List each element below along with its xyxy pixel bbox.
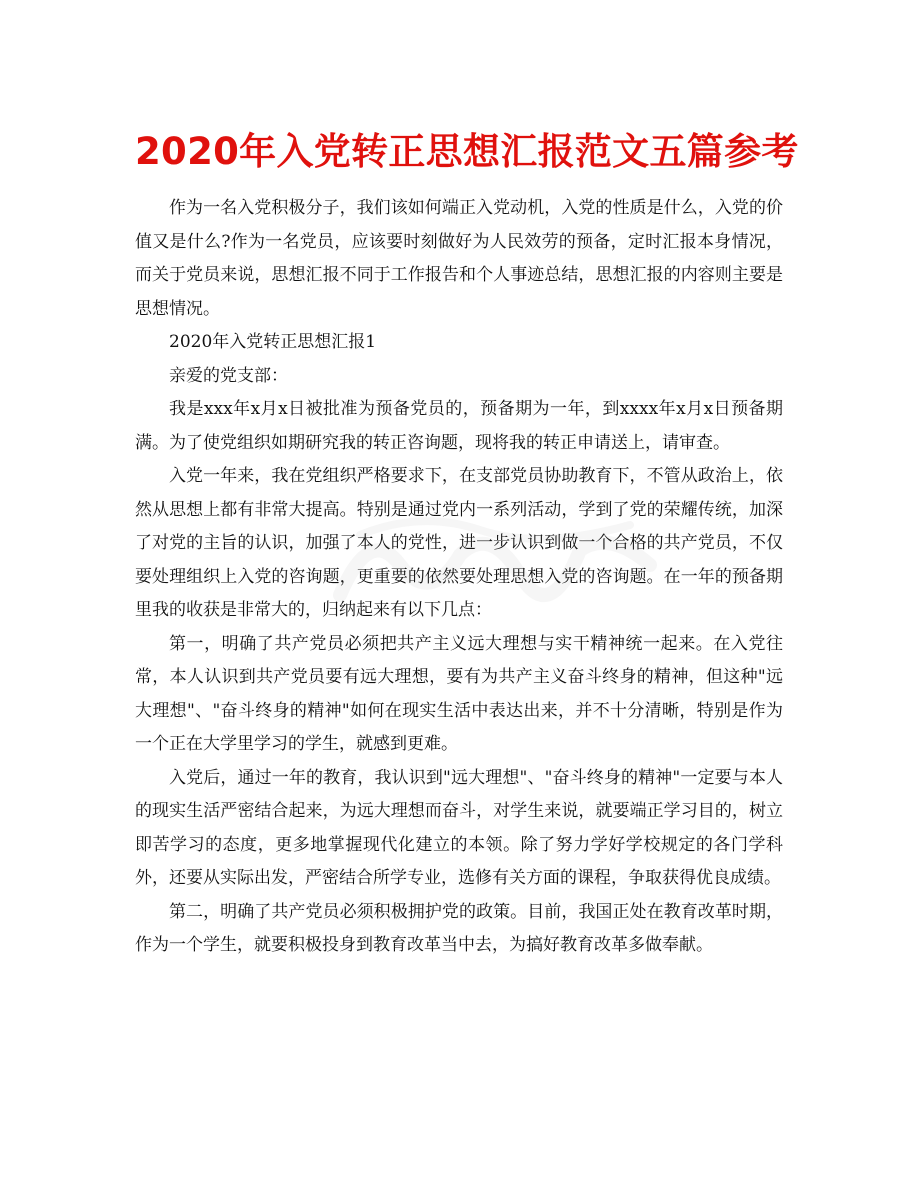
- paragraph-after-joining: 入党后，通过一年的教育，我认识到"远大理想"、"奋斗终身的精神"一定要与本人的现实生活严密结合起来，为远大理想而奋斗，对学生来说，就要端正学习目的，树立即苦学习的态度，更多地掌握现代化建立的本领。除了努力学好学校规定的各门学科外，还要从实际出发，严密结合所学专业，选修有关方面的课程，争取获得优良成绩。: [135, 767, 783, 888]
- paragraph-salutation: 亲爱的党支部：: [169, 365, 288, 386]
- document-body: [135, 192, 783, 963]
- paragraph-section-heading: 2020年入党转正思想汇报1: [169, 332, 377, 352]
- paragraph-point-one: 第一，明确了共产党员必须把共产主义远大理想与实干精神统一起来。在入党往常，本人认识到共产党员要有远大理想，要有为共产主义奋斗终身的精神，但这种"远大理想"、"奋斗终身的精神"如何在现实生活中表达出来，并不十分清晰，特别是作为一个正在大学里学习的学生，就感到更难。: [135, 633, 783, 754]
- paragraph-application: 我是xxx年x月x日被批准为预备党员的，预备期为一年，到xxxx年x月x日预备期满。为了使党组织如期研究我的转正咨询题，现将我的转正申请送上，请审查。: [135, 399, 783, 453]
- paragraph-summary: 入党一年来，我在党组织严格要求下，在支部党员协助教育下，不管从政治上，依然从思想上都有非常大提高。特别是通过党内一系列活动，学到了党的荣耀传统，加深了对党的主旨的认识，加强了本人的党性，进一步认识到做一个合格的共产党员，不仅要处理组织上入党的咨询题，更重要的依然要处理思想入党的咨询题。在一年的预备期里我的收获是非常大的，归纳起来有以下几点：: [135, 466, 783, 620]
- paragraph-intro: 作为一名入党积极分子，我们该如何端正入党动机，入党的性质是什么，入党的价值又是什么?作为一名党员，应该要时刻做好为人民效劳的预备，定时汇报本身情况，而关于党员来说，思想汇报不同于工作报告和个人事迹总结，思想汇报的内容则主要是思想情况。: [135, 198, 783, 319]
- document-title: 2020年入党转正思想汇报范文五篇参考: [135, 130, 799, 173]
- paragraph-point-two: 第二，明确了共产党员必须积极拥护党的政策。目前，我国正处在教育改革时期，作为一个学生，就要积极投身到教育改革当中去，为搞好教育改革多做奉献。: [135, 901, 783, 955]
